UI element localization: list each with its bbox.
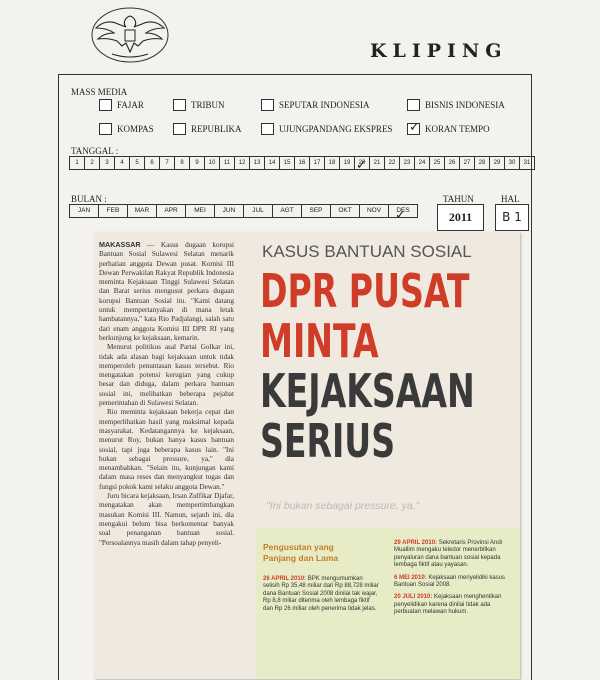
article-paragraph (99, 240, 234, 343)
timeline-column (394, 540, 514, 622)
checkbox-seputar-indonesia[interactable] (261, 99, 274, 111)
day-cell-31[interactable]: 31 (523, 160, 531, 166)
timeline-date: 29 APRIL 2010: (394, 540, 438, 546)
day-cell-11[interactable]: 11 (220, 157, 235, 169)
day-cell-3[interactable]: 3 (100, 157, 115, 169)
day-cell-12[interactable]: 12 (235, 157, 250, 169)
garuda-emblem-icon (90, 6, 170, 64)
hal-label: HAL (501, 194, 520, 204)
timeline-date: 6 MEI 2010: (394, 574, 427, 581)
option-label: TRIBUN (191, 100, 225, 110)
timeline-date: 20 JULI 2010: (394, 594, 433, 601)
checkbox-ujungpandang-ekspres[interactable] (261, 123, 274, 135)
month-cell-mar[interactable]: MAR (128, 205, 157, 217)
checkbox-republika[interactable] (173, 123, 186, 135)
checkbox-koran-tempo[interactable] (407, 123, 420, 135)
headline-line: DPR PUSAT (260, 264, 470, 318)
month-cell-agt[interactable]: AGT (273, 205, 302, 217)
headline-line: MINTA (260, 314, 379, 368)
tahun-label: TAHUN (443, 194, 474, 204)
option-tribun[interactable] (173, 99, 225, 111)
checkbox-fajar[interactable] (99, 99, 112, 111)
month-cell-sep[interactable]: SEP (302, 205, 331, 217)
timeline-text: Sekretaris Provinsi Andi Muallim mengaku teledor menerbitkan penyaluran dana bantuan sosial kepada lembaga fiktif atau yayasan. (394, 540, 503, 569)
month-cell-feb[interactable]: FEB (99, 205, 128, 217)
month-cell-apr[interactable]: APR (157, 205, 186, 217)
day-cell-26[interactable]: 26 (445, 157, 460, 169)
day-cell-17[interactable]: 17 (310, 157, 325, 169)
day-cell-4[interactable]: 4 (115, 157, 130, 169)
day-cell-6[interactable]: 6 (145, 157, 160, 169)
month-cell-okt[interactable]: OKT (331, 205, 360, 217)
pull-quote: "Ini bukan sebagai pressure, ya." (266, 500, 420, 512)
option-ujungpandang-ekspres[interactable] (261, 123, 392, 135)
option-republika[interactable] (173, 123, 242, 135)
article-paragraph: Menurut politikus asal Partai Golkar ini, tidak ada alasan bagi kejaksaan untuk tidak memperoleh penuntasan kasus tersebut. Rio mengatakan potensi kerugian yang cukup besar dan diduga, dalam perkara bantuan sosial ini, melibatkan beberapa pejabat pemerintahan di Sulawesi Selatan. (99, 343, 234, 408)
day-cell-30[interactable]: 30 (505, 157, 520, 169)
timeline-date: 26 APRIL 2010: (263, 576, 307, 582)
timeline-text: Kejaksaan menghentikan penyelidikan karena dinilai tidak ada perbuatan melawan hukum. (394, 594, 502, 616)
day-cell-14[interactable]: 14 (265, 157, 280, 169)
checkbox-kompas[interactable] (99, 123, 112, 135)
timeline-entry (394, 594, 514, 616)
timeline-text: Kejaksaan menyelidiki kasus Bantuan Sosial 2008. (394, 574, 506, 589)
day-cell-29[interactable]: 29 (490, 157, 505, 169)
day-cell-15[interactable]: 15 (280, 157, 295, 169)
day-cell-16[interactable]: 16 (295, 157, 310, 169)
day-cell-19[interactable]: 19 (340, 157, 355, 169)
day-cell-13[interactable]: 13 (250, 157, 265, 169)
day-cell-25[interactable]: 25 (430, 157, 445, 169)
mass-media-label: MASS MEDIA (71, 87, 128, 97)
newspaper-clipping (94, 232, 520, 679)
paragraph-text: — Kasus dugaan korupsi Bantuan Sosial Sulawesi Selatan menarik perhatian anggota Dewan pusat. Komisi III Dewan Perwakilan Rakyat Republik Indonesia meminta Kejaksaan Tinggi Sulawesi Selatan dan Barat serius mengusut perkara dugaan korupsi Bantuan Sosial itu. "Kami datang untuk mempertanyakan di mana letak hambatannya," kata Rio Padjalangi, salah satu dari enam anggota Komisi III DPR RI yang berkunjung ke kejaksaan, kemarin. (99, 241, 234, 342)
hal-value[interactable]: B 1 (495, 204, 529, 231)
dateline: MAKASSAR (99, 240, 141, 249)
checkbox-bisnis-indonesia[interactable] (407, 99, 420, 111)
day-cell-23[interactable]: 23 (400, 157, 415, 169)
day-cell-7[interactable]: 7 (160, 157, 175, 169)
timeline-entry (263, 576, 380, 613)
day-cell-9[interactable]: 9 (190, 157, 205, 169)
timeline-box (256, 528, 520, 679)
page-title: KLIPING (370, 40, 508, 62)
day-cell-5[interactable]: 5 (130, 157, 145, 169)
option-label: FAJAR (117, 100, 144, 110)
day-cell-22[interactable]: 22 (385, 157, 400, 169)
tanggal-label: TANGGAL : (71, 146, 119, 156)
day-cell-18[interactable]: 18 (325, 157, 340, 169)
day-cell-1[interactable]: 1 (70, 157, 85, 169)
month-cell-jan[interactable]: JAN (70, 205, 99, 217)
day-grid (69, 156, 535, 170)
bulan-label: BULAN : (71, 194, 107, 204)
article-body (99, 240, 234, 548)
article-headline (260, 266, 475, 466)
option-seputar-indonesia[interactable] (261, 99, 370, 111)
month-cell-jun[interactable]: JUN (215, 205, 244, 217)
option-bisnis-indonesia[interactable] (407, 99, 505, 111)
option-label: SEPUTAR INDONESIA (279, 100, 370, 110)
month-grid (69, 204, 418, 218)
timeline-title: Pengusutan yang Panjang dan Lama (263, 542, 339, 563)
option-label: BISNIS INDONESIA (425, 100, 505, 110)
headline-line: KEJAKSAAN (260, 364, 475, 418)
day-cell-21[interactable]: 21 (370, 157, 385, 169)
timeline-entry (394, 540, 514, 570)
month-cell-nov[interactable]: NOV (360, 205, 389, 217)
day-cell-24[interactable]: 24 (415, 157, 430, 169)
day-cell-8[interactable]: 8 (175, 157, 190, 169)
day-cell-2[interactable]: 2 (85, 157, 100, 169)
day-cell-20[interactable]: 20 ✓ (355, 157, 370, 169)
option-label: REPUBLIKA (191, 124, 242, 134)
option-label: KOMPAS (117, 124, 154, 134)
headline-line: SERIUS (260, 414, 396, 468)
article-kicker: KASUS BANTUAN SOSIAL (262, 242, 472, 261)
option-label: KORAN TEMPO (425, 124, 490, 134)
timeline-text: BPK mengumumkan selisih Rp 35,48 miliar dari Rp 88,728 miliar dana Bantuan Sosial 2008 dinilai tak wajar, Rp 8,8 miliar diterima oleh lembaga fiktif dan Rp 26 miliar oleh penerima tidak jelas. (263, 576, 379, 612)
month-cell-des[interactable]: DES ✓ (389, 205, 417, 217)
day-cell-28[interactable]: 28 (475, 157, 490, 169)
option-kompas[interactable] (99, 123, 154, 135)
checkbox-tribun[interactable] (173, 99, 186, 111)
day-cell-10[interactable]: 10 (205, 157, 220, 169)
article-paragraph: Juru bicara kejaksaan, Irsan Zulfikar Djafar, mengatakan akan mempertimbangkan masukan Komisi III. Namun, sejauh ini, dia mengakui belum bisa berkomentar banyak soal penanganan bantuan sosial. "Persoalannya masih dalam tahap penyeli- (99, 492, 234, 547)
month-cell-mei[interactable]: MEI (186, 205, 215, 217)
day-cell-27[interactable]: 27 (460, 157, 475, 169)
option-fajar[interactable] (99, 99, 144, 111)
timeline-column (263, 576, 380, 618)
option-koran-tempo[interactable] (407, 123, 490, 135)
timeline-entry (394, 575, 514, 590)
month-cell-jul[interactable]: JUL (244, 205, 273, 217)
article-paragraph: Rio meminta kejaksaan bekerja cepat dan memperlihatkan hasil yang maksimal kepada masyarakat. Kedatangannya ke kejaksaan, menurut Roy, bukan hanya kasus bantuan sosial, tapi juga beberapa kasus lain. "Ini bukan sebagai pressure, ya," dia menambahkan. "Selain itu, kunjungan kami dalam masa reses dan menyangkut tugas dan fungsi pokok kami selaku anggota Dewan." (99, 408, 234, 491)
tahun-value[interactable]: 2011 (437, 204, 484, 231)
option-label: UJUNGPANDANG EKSPRES (279, 124, 393, 134)
